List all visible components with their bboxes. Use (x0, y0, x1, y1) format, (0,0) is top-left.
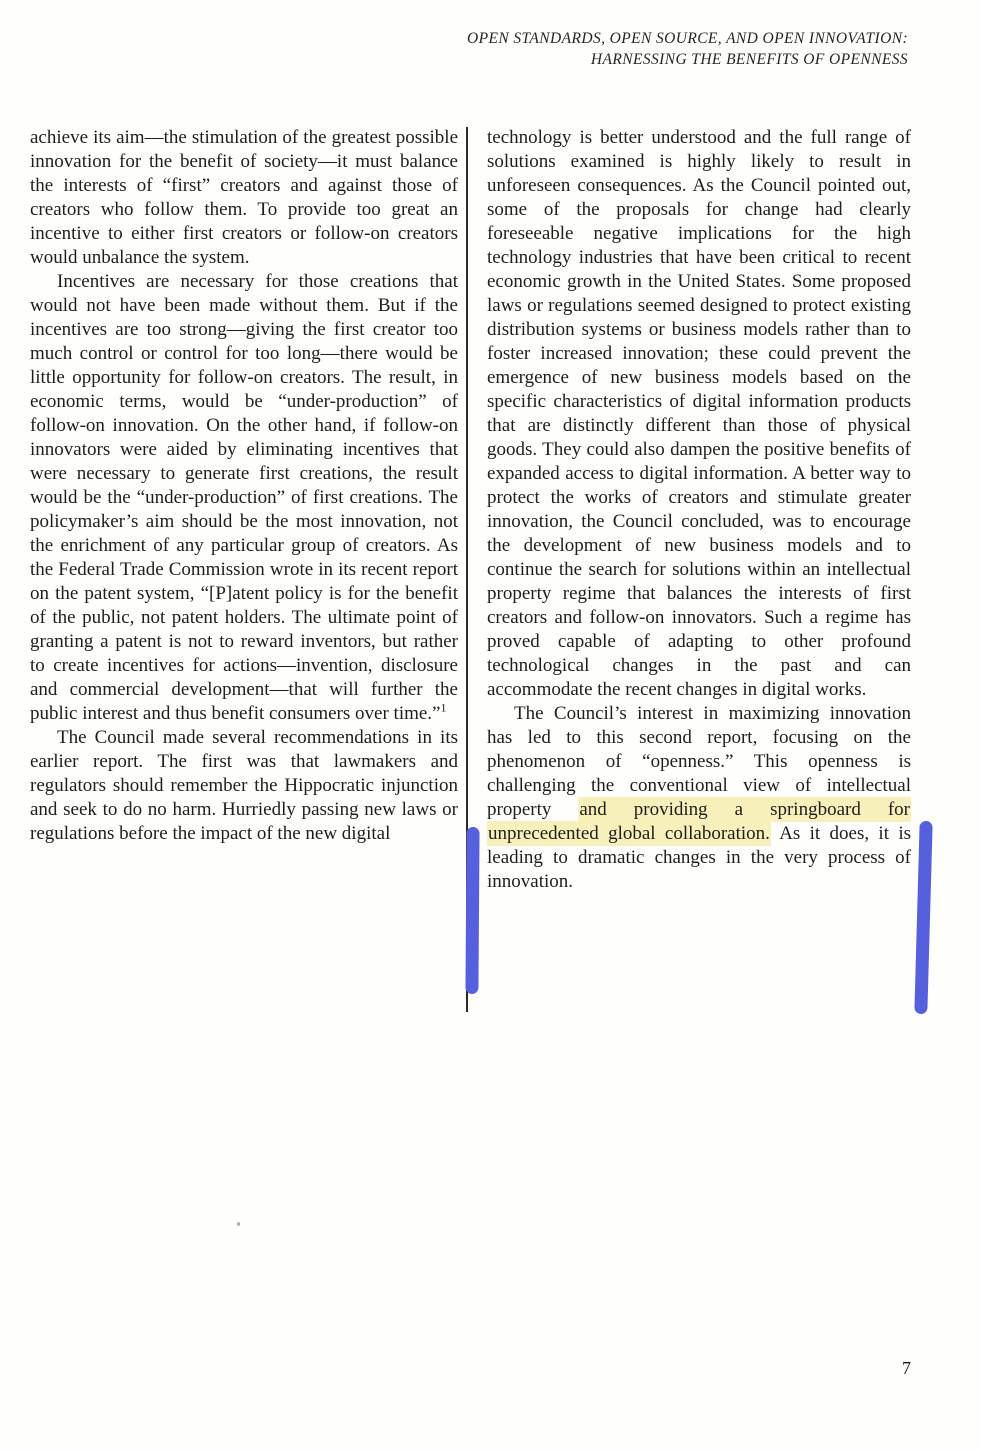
annotation-bar-left (465, 827, 479, 994)
paragraph-continuation: technology is better understood and the full range of solutions examined is highly likely to result in unforeseen consequences. As the Council pointed out, some of the proposals for change had clearly foreseeable negative implications for the high technology industries that have been critical to recent economic growth in the United States. Some proposed laws or regulations seemed designed to protect existing distribution systems or business models rather than to foster increased innovation; these could prevent the emergence of new business models based on the specific characteristics of digital information products that are distinctly different than those of physical goods. They could also dampen the positive benefits of expanded access to digital information. A better way to protect the works of creators and stimulate greater innovation, the Council concluded, was to encourage the development of new business models and to continue the search for solutions within an intellectual property regime that balances the interests of first creators and follow-on innovators. Such a regime has proved capable of adapting to other profound technological changes in the past and can accommodate the recent changes in digital works. (487, 127, 911, 700)
paragraph-text: The Council’s interest in maximizing innovation has led to this second report, focusing on the phenomenon of “openness.” This openness is challenging the conventional view of intellectual property (487, 703, 911, 820)
left-column (30, 126, 458, 846)
paragraph-text: As it does, it is leading to dramatic changes in the very process of innovation. (487, 823, 911, 892)
paragraph (30, 270, 458, 726)
running-header-line1: OPEN STANDARDS, OPEN SOURCE, AND OPEN INNOVATION: (467, 30, 908, 47)
footnote-marker: 1 (440, 700, 447, 715)
paragraph: The Council made several recommendations in its earlier report. The first was that lawmakers and regulators should remember the Hippocratic injunction and seek to do no harm. Hurriedly passing new laws or regulations before the impact of the new digital (30, 727, 458, 844)
running-header (467, 28, 908, 70)
scan-speck (237, 1222, 240, 1226)
paragraph-text: Incentives are necessary for those creations that would not have been made without them. But if the incentives are too strong—giving the first creator too much control or control for too long—there would be little opportunity for follow-on creators. The result, in economic terms, would be “under-production” of follow-on innovation. On the other hand, if follow-on innovators were aided by eliminating incentives that were necessary to generate first creations, the result would be the “under-production” of first creations. The policymaker’s aim should be the most innovation, not the enrichment of any particular group of creators. As the Federal Trade Commission wrote in its recent report on the patent system, “[P]atent policy is for the benefit of the public, not patent holders. The ultimate point of granting a patent is not to reward inventors, but rather to create incentives for actions—invention, disclosure and commercial development—that will further the public interest and thus benefit consumers over time.” (30, 271, 458, 724)
highlighted-text: and providing a springboard for unprecedented global collaboration. (488, 799, 910, 844)
running-header-line2: HARNESSING THE BENEFITS OF OPENNESS (590, 51, 908, 68)
paragraph-continuation: achieve its aim—the stimulation of the greatest possible innovation for the benefit of society—it must balance the interests of “first” creators and against those of creators who follow them. To provide too great an incentive to either first creators or follow-on creators would unbalance the system. (30, 127, 458, 268)
page-number: 7 (902, 1358, 911, 1378)
paragraph-with-highlight (487, 702, 911, 894)
annotation-bar-right (914, 821, 932, 1014)
right-column (487, 126, 911, 894)
